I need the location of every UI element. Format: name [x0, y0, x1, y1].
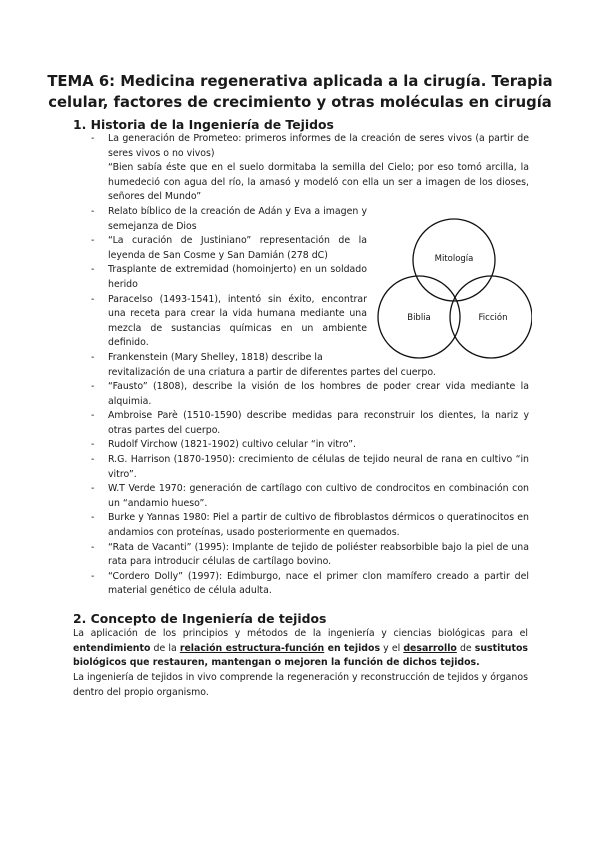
- definition-bold-underline: relación estructura-función: [179, 642, 325, 654]
- document-title: [40, 71, 560, 113]
- list-item: [91, 132, 529, 205]
- title-line-1: TEMA 6: Medicina regenerativa aplicada a la cirugía. Terapia: [47, 73, 553, 90]
- list-item: - Trasplante de extremidad (homoinjerto) en un soldado herido: [91, 263, 367, 292]
- list-item-text: La generación de Prometeo: primeros informes de la creación de seres vivos (a partir de seres vivos o no vivos): [108, 133, 529, 159]
- section-1-heading: 1. Historia de la Ingeniería de Tejidos: [73, 117, 334, 132]
- definition-text: La aplicación de los principios y métodos de la ingeniería y ciencias biológicas para el: [73, 628, 528, 639]
- list-item: - Burke y Yannas 1980: Piel a partir de cultivo de fibroblastos dérmicos o queratinocitos en andamios con proteínas, usado posteriormente en quemados.: [91, 511, 529, 540]
- list-item: - W.T Verde 1970: generación de cartílago con cultivo de condrocitos en combinación con un “andamio hueso”.: [91, 482, 529, 511]
- title-line-2: celular, factores de crecimiento y otras moléculas en cirugía: [48, 94, 552, 111]
- list-item: - Relato bíblico de la creación de Adán y Eva a imagen y semejanza de Dios: [91, 205, 367, 234]
- list-item: - “Fausto” (1808), describe la visión de los hombres de poder crear vida mediante la alquimia.: [91, 380, 529, 409]
- venn-diagram: [372, 210, 532, 360]
- section-2-heading: 2. Concepto de Ingeniería de tejidos: [73, 611, 327, 626]
- history-list: [91, 132, 529, 599]
- venn-label-top: Mitología: [434, 254, 474, 264]
- definition-bold: entendimiento: [73, 642, 151, 654]
- definition-paragraph: [73, 627, 528, 671]
- list-item: - Rudolf Virchow (1821-1902) cultivo celular “in vitro”.: [91, 438, 529, 453]
- list-item: - “Rata de Vacanti” (1995): Implante de tejido de poliéster reabsorbible bajo la piel de una rata para introducir células de cartílago bovino.: [91, 541, 529, 570]
- definition-text: de la: [150, 642, 180, 654]
- list-item: - “La curación de Justiniano” representación de la leyenda de San Cosme y San Damián (278 dC): [91, 234, 367, 263]
- definition-text: y el: [380, 642, 404, 654]
- list-item-text: Frankenstein (Mary Shelley, 1818) describe la: [108, 351, 323, 363]
- list-item: - Ambroise Parè (1510-1590) describe medidas para reconstruir los dientes, la nariz y otras partes del cuerpo.: [91, 409, 529, 438]
- definition-bold-underline: desarrollo: [403, 642, 457, 654]
- list-item: - R.G. Harrison (1870-1950): crecimiento de células de tejido neural de rana en cultivo “in vitro”.: [91, 453, 529, 482]
- definition-text: de: [456, 642, 475, 654]
- list-item: - Paracelso (1493-1541), intentó sin éxito, encontrar una receta para crear la vida humana mediante una mezcla de sustancias químicas en un ambiente definido.: [91, 293, 367, 351]
- in-vivo-paragraph: La ingeniería de tejidos in vivo comprende la regeneración y reconstrucción de tejidos y órganos dentro del propio organismo.: [73, 672, 528, 698]
- venn-label-left: Biblia: [407, 313, 431, 323]
- list-item: - “Cordero Dolly” (1997): Edimburgo, nace el primer clon mamífero creado a partir del material genético de célula adulta.: [91, 570, 529, 599]
- venn-label-right: Ficción: [478, 313, 508, 323]
- definition-bold: sustitutos biológicos que restauren, mantengan o mejoren la función de dichos tejidos.: [73, 642, 528, 669]
- prometheus-quote: “Bien sabía éste que en el suelo dormitaba la semilla del Cielo; por eso tomó arcilla, la humedeció con agua del río, la amasó y modeló con ella un ser a imagen de los dioses, señores del Mundo”: [108, 162, 529, 203]
- definition-bold: en tejidos: [324, 642, 381, 654]
- list-item: [91, 351, 436, 380]
- list-item-text-continued: revitalización de una criatura a partir de diferentes partes del cuerpo.: [108, 366, 436, 378]
